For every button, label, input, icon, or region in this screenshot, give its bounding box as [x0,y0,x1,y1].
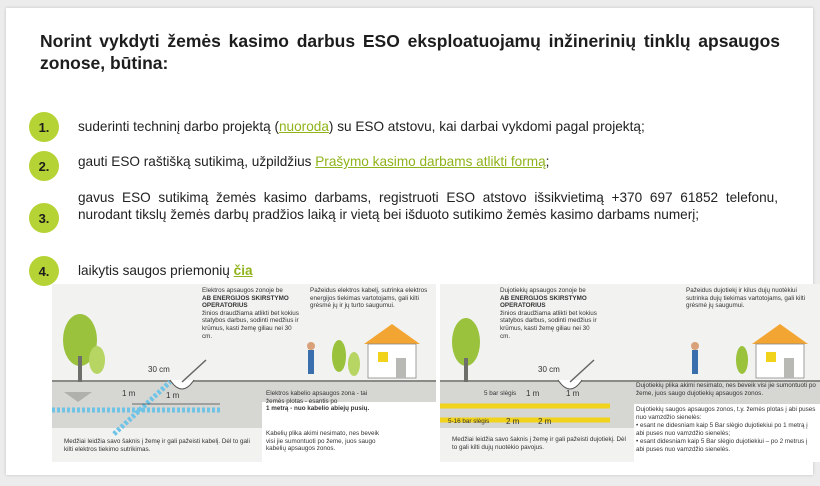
electric-cable-illustration: Elektros apsaugos zonoje be AB ENERGIJOS SKIRSTYMO OPERATORIUS žinios draudžiama atlikti bet kokius statybos darbus, sodinti medžius ir krūmus, kasti žemę giliau nei 30 cm. Pažeidus elektros kabelį, sutrinka elektros energijos tiekimas vartotojams, gali kilti grėsmė jų ir jų turto saugumui. 30 cm 1 m 1 m Elektros kabelio apsaugos zona - tai žemės plotas - esantis po 1 metrą - nuo kabelio abiejų pusių. Kabelių plika akimi nesimato, nes beveik visi jie sumontuoti po žeme, juos saugo kabelių apsaugos zonos. Medžiai leidžia savo šaknis į žemę ir gali pažeisti kabelį. Dėl to gali kilti elektros tiekimo sutrikimas. [52,284,436,462]
step-badge-3: 3. [29,203,59,233]
step-badge-2: 2. [29,151,59,181]
guideline-link[interactable]: nuoroda [279,119,329,134]
house-icon [752,324,808,344]
gas-pipeline-illustration: Dujotiekių apsaugos zonoje be AB ENERGIJOS SKIRSTYMO OPERATORIUS žinios draudžiama atlikti bet kokius statybos darbus, sodinti medžius ir krūmus, kasti žemę giliau nei 30 cm. Pažeidus dujotiekį ir kilus dujų nuotėkiui sutrinka dujų tiekimas vartotojams, gali kilti grėsmė jų saugumui. 30 cm 5 bar slėgis 1 m 1 m 5-16 bar slėgis 2 m 2 m Dujotiekių plika akimi nesimato, nes beveik visi jie sumontuoti po žeme, juos saugo dujotiekių apsaugos zonos. Dujotiekių saugos apsaugos zonos, t.y. žemės plotas į abi puses nuo vamzdžio sienelės: • esant ne didesniam kaip 5 Bar slėgio dujotiekiui po 1 metrą į abi puses nuo vamzdžio sienelės; • esant didesniam kaip 5 Bar slėgio dujotiekiui – po 2 metrus į abi puses nuo vamzdžio sienelės. Medžiai leidžia savo šaknis į žemę ir gali pažeisti dujotiekį. Dėl to gali kilti dujų nuotėkio pavojus. [440,284,820,462]
request-form-link[interactable]: Prašymo kasimo darbams atlikti formą [315,154,546,169]
step-text-4: laikytis saugos priemonių čia [78,263,253,278]
step-text-3: gavus ESO sutikimą žemės kasimo darbams, registruoti ESO atstovo išsikvietimą +370 697 61852 telefonu, nurodant tikslų žemės darbų pradžios laiką ir vietą bei išduoto sutikimo žemės kasimo darbams numerį; [78,190,778,222]
house-icon [364,324,420,344]
step-badge-4: 4. [29,256,59,286]
page-title: Norint vykdyti žemės kasimo darbus ESO eksploatuojamų inžinerinių tinklų apsaugos zonose, būtina: [40,31,780,73]
person-icon [308,350,314,374]
step-text-1: suderinti techninį darbo projektą (nuoroda) su ESO atstovu, kai darbai vykdomi pagal projektą; [78,119,645,134]
step-badge-1: 1. [29,112,59,142]
shovel-icon [182,360,206,382]
step-text-2: gauti ESO raštišką sutikimą, užpildžius Prašymo kasimo darbams atlikti formą; [78,154,550,169]
shovel-icon [570,360,594,382]
person-icon [692,350,698,374]
safety-measures-link[interactable]: čia [233,263,253,278]
